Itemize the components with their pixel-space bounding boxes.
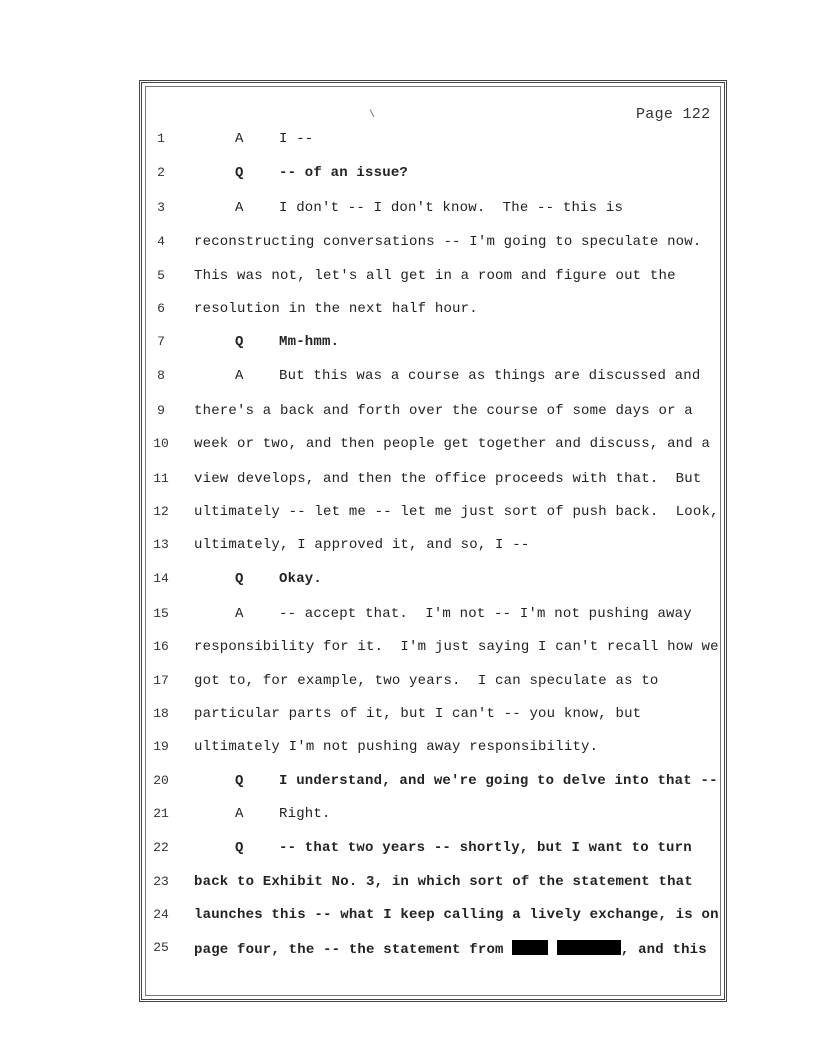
line-text: particular parts of it, but I can't -- you know, but: [194, 706, 642, 722]
line-text: This was not, let's all get in a room and figure out the: [194, 268, 676, 284]
transcript-line: [0, 706, 816, 726]
transcript-line: [0, 334, 816, 354]
line-text: page four, the -- the statement from: [194, 942, 504, 958]
line-number: 17: [153, 673, 169, 688]
line-content: [235, 334, 339, 350]
transcript-line: [0, 739, 816, 759]
line-number: 21: [153, 806, 169, 821]
line-content: [235, 368, 700, 384]
line-content: [194, 706, 641, 722]
transcript-line: [0, 436, 816, 456]
line-text: launches this -- what I keep calling a lively exchange, is on: [194, 907, 719, 923]
line-number: 12: [153, 504, 169, 519]
line-text: -- of an issue?: [279, 165, 409, 181]
line-content: [194, 268, 676, 284]
line-content: [194, 739, 598, 755]
speaker-label: Q: [235, 571, 244, 587]
line-text: I --: [279, 131, 314, 147]
line-number: 25: [153, 940, 169, 955]
speaker-label: A: [235, 200, 244, 216]
redaction-block: [557, 940, 621, 955]
speaker-label: Q: [235, 840, 244, 856]
line-number: 7: [157, 334, 165, 349]
line-content: [235, 773, 718, 789]
transcript-line: [0, 673, 816, 693]
line-number: 3: [157, 200, 165, 215]
transcript-line: [0, 806, 816, 826]
line-content: [194, 874, 693, 890]
line-content: [194, 673, 658, 689]
line-number: 10: [153, 436, 169, 451]
line-number: 15: [153, 606, 169, 621]
line-number: 4: [157, 234, 165, 249]
speaker-label: A: [235, 606, 244, 622]
line-text: there's a back and forth over the course of some days or a: [194, 403, 693, 419]
line-text: Right.: [279, 806, 331, 822]
line-number: 14: [153, 571, 169, 586]
transcript-line: [0, 301, 816, 321]
line-content: [194, 403, 693, 419]
speaker-label: Q: [235, 165, 244, 181]
speaker-label: Q: [235, 773, 244, 789]
speaker-label: A: [235, 131, 244, 147]
line-text: week or two, and then people get together and discuss, and a: [194, 436, 711, 452]
line-text: ultimately -- let me -- let me just sort of push back. Look,: [194, 504, 719, 520]
transcript-line: [0, 606, 816, 626]
redaction-block: [512, 940, 548, 955]
line-content: [194, 504, 719, 520]
line-content: [194, 234, 701, 250]
line-content: [194, 639, 719, 655]
transcript-line: [0, 368, 816, 388]
line-text: Okay.: [279, 571, 323, 587]
line-content: [235, 165, 408, 181]
transcript-line: [0, 200, 816, 220]
transcript-line: [0, 840, 816, 860]
line-number: 1: [157, 131, 165, 146]
scan-speck: \: [369, 110, 376, 121]
transcript-line: [0, 234, 816, 254]
line-content: [194, 436, 710, 452]
speaker-label: A: [235, 368, 244, 384]
line-text: responsibility for it. I'm just saying I can't recall how we: [194, 639, 719, 655]
line-content: [194, 907, 719, 923]
line-number: 23: [153, 874, 169, 889]
line-number: 2: [157, 165, 165, 180]
transcript-line: [0, 504, 816, 524]
line-text: back to Exhibit No. 3, in which sort of the statement that: [194, 874, 693, 890]
line-number: 5: [157, 268, 165, 283]
line-number: 18: [153, 706, 169, 721]
line-text: ultimately, I approved it, and so, I --: [194, 537, 530, 553]
line-text: But this was a course as things are discussed and: [279, 368, 701, 384]
line-number: 24: [153, 907, 169, 922]
speaker-label: A: [235, 806, 244, 822]
line-text: reconstructing conversations -- I'm going to speculate now.: [194, 234, 702, 250]
line-number: 19: [153, 739, 169, 754]
transcript-line: [0, 268, 816, 288]
line-text: I don't -- I don't know. The -- this is: [279, 200, 624, 216]
transcript-line: [0, 165, 816, 185]
line-content: [235, 571, 322, 587]
transcript-line: [0, 537, 816, 557]
line-number: 9: [157, 403, 165, 418]
line-number: 13: [153, 537, 169, 552]
line-content: [194, 471, 701, 487]
line-content: [194, 301, 478, 317]
transcript-line: [0, 639, 816, 659]
line-content: [235, 200, 623, 216]
line-text: resolution in the next half hour.: [194, 301, 478, 317]
line-text: view develops, and then the office proceeds with that. But: [194, 471, 702, 487]
line-text: I understand, and we're going to delve into that --: [279, 773, 718, 789]
line-number: 8: [157, 368, 165, 383]
line-number: 6: [157, 301, 165, 316]
transcript-line: [0, 907, 816, 927]
line-text: got to, for example, two years. I can speculate as to: [194, 673, 659, 689]
line-text: -- accept that. I'm not -- I'm not pushing away: [279, 606, 692, 622]
line-text: -- that two years -- shortly, but I want to turn: [279, 840, 692, 856]
line-text: ultimately I'm not pushing away responsibility.: [194, 739, 599, 755]
transcript-line: [0, 773, 816, 793]
line-text: Mm-hmm.: [279, 334, 340, 350]
transcript-line: [0, 571, 816, 591]
line-content: [235, 806, 331, 822]
line-content: [235, 131, 313, 147]
speaker-label: Q: [235, 334, 244, 350]
line-number: 20: [153, 773, 169, 788]
transcript-line: [0, 471, 816, 491]
transcript-line: [0, 940, 816, 960]
transcript-line: [0, 131, 816, 151]
line-suffix: , and this: [620, 942, 707, 958]
line-content: [235, 840, 692, 856]
line-content: [235, 606, 692, 622]
transcript-line: [0, 403, 816, 423]
line-content: [194, 537, 529, 553]
transcript-line: [0, 874, 816, 894]
line-content: [194, 940, 707, 958]
line-number: 22: [153, 840, 169, 855]
page-number: Page 122: [636, 106, 711, 123]
line-number: 16: [153, 639, 169, 654]
line-number: 11: [153, 471, 169, 486]
